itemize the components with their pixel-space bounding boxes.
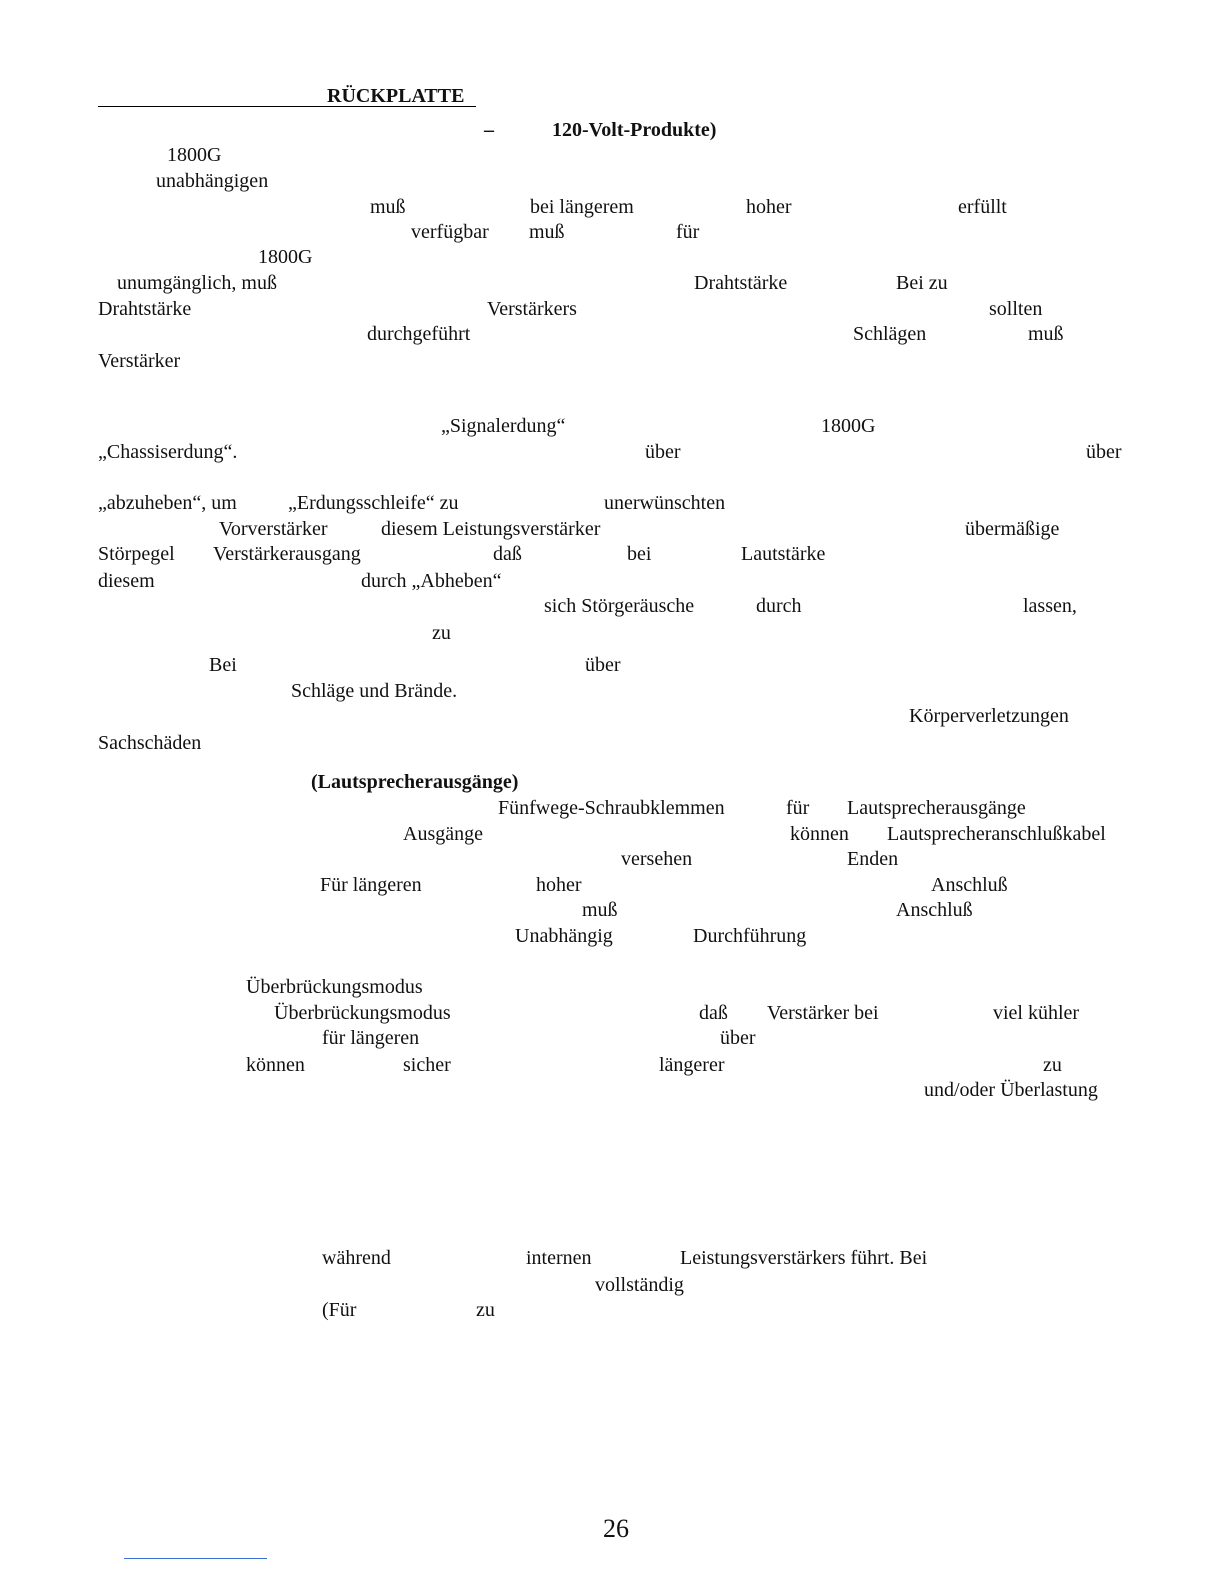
body-word: und/oder Überlastung	[924, 1079, 1098, 1101]
body-word: Sachschäden	[98, 732, 202, 754]
body-word: Verstärkerausgang	[213, 543, 361, 565]
body-word: lassen,	[1023, 595, 1077, 617]
subtitle-dash: –	[484, 119, 494, 141]
section-title: RÜCKPLATTE	[327, 85, 465, 107]
body-word: Überbrückungsmodus	[246, 976, 423, 998]
body-word: unabhängigen	[156, 170, 269, 192]
body-word: diesem	[98, 570, 155, 592]
body-word: 1800G	[821, 415, 876, 437]
body-word: über	[585, 654, 621, 676]
body-word: Lautsprecherausgänge	[847, 797, 1026, 819]
body-word: Verstärkers	[487, 298, 577, 320]
body-word: viel kühler	[993, 1002, 1080, 1024]
body-word: zu	[476, 1299, 495, 1321]
body-word: über	[1086, 441, 1122, 463]
body-word: bei	[627, 543, 652, 565]
body-word: 1800G	[258, 246, 313, 268]
body-word: „Erdungsschleife“ zu	[288, 492, 459, 514]
body-word: Durchführung	[693, 925, 807, 947]
body-word: Drahtstärke	[694, 272, 788, 294]
body-word: Leistungsverstärkers führt. Bei	[680, 1247, 928, 1269]
body-word: können	[246, 1054, 305, 1076]
body-word: durchgeführt	[367, 323, 471, 345]
subtitle-voltage: 120-Volt-Produkte)	[552, 119, 717, 141]
body-word: Bei zu	[896, 272, 948, 294]
body-word: Drahtstärke	[98, 298, 192, 320]
body-word: über	[720, 1027, 756, 1049]
body-word: muß	[582, 899, 618, 921]
body-word: versehen	[621, 848, 693, 870]
body-word: Überbrückungsmodus	[274, 1002, 451, 1024]
body-word: unerwünschten	[604, 492, 726, 514]
body-word: Bei	[209, 654, 237, 676]
body-word: Körperverletzungen	[909, 705, 1069, 727]
body-word: Verstärker bei	[767, 1002, 879, 1024]
body-word: diesem Leistungsverstärker	[381, 518, 601, 540]
body-word: muß	[1028, 323, 1064, 345]
body-word: muß	[370, 196, 406, 218]
body-word: Anschluß	[896, 899, 973, 921]
body-word: bei längerem	[530, 196, 634, 218]
body-word: für	[676, 221, 700, 243]
body-word: sicher	[403, 1054, 451, 1076]
body-word: daß	[699, 1002, 728, 1024]
body-word: Fünfwege-Schraubklemmen	[498, 797, 725, 819]
body-word: durch „Abheben“	[361, 570, 502, 592]
body-word: Für längeren	[320, 874, 422, 896]
body-word: Lautsprecheranschlußkabel	[887, 823, 1106, 845]
body-word: „Signalerdung“	[441, 415, 566, 437]
body-word: sich Störgeräusche	[544, 595, 695, 617]
body-word: verfügbar	[411, 221, 489, 243]
section-heading-speaker-outputs: (Lautsprecherausgänge)	[311, 771, 519, 793]
body-word: können	[790, 823, 849, 845]
body-word: während	[322, 1247, 391, 1269]
body-word: Anschluß	[931, 874, 1008, 896]
body-word: muß	[529, 221, 565, 243]
body-word: für längeren	[322, 1027, 420, 1049]
body-word: Verstärker	[98, 350, 181, 372]
body-word: über	[645, 441, 681, 463]
body-word: (Für	[322, 1299, 357, 1321]
body-word: längerer	[659, 1054, 725, 1076]
footer-rule	[124, 1558, 267, 1559]
body-word: Ausgänge	[403, 823, 483, 845]
body-word: „abzuheben“, um	[98, 492, 237, 514]
body-word: für	[786, 797, 810, 819]
body-word: Unabhängig	[515, 925, 613, 947]
body-word: sollten	[989, 298, 1043, 320]
body-word: hoher	[746, 196, 792, 218]
body-word: hoher	[536, 874, 582, 896]
body-word: daß	[493, 543, 522, 565]
body-word: internen	[526, 1247, 592, 1269]
body-word: vollständig	[595, 1274, 684, 1296]
page-number: 26	[603, 1514, 629, 1543]
body-word: erfüllt	[958, 196, 1007, 218]
body-word: durch	[756, 595, 802, 617]
body-word: unumgänglich, muß	[117, 272, 277, 294]
body-word: übermäßige	[965, 518, 1060, 540]
body-word: Störpegel	[98, 543, 175, 565]
body-word: Lautstärke	[741, 543, 826, 565]
body-word: zu	[432, 622, 451, 644]
body-word: Schlägen	[853, 323, 927, 345]
body-word: 1800G	[167, 144, 222, 166]
body-word: „Chassiserdung“.	[98, 441, 238, 463]
body-word: Vorverstärker	[219, 518, 328, 540]
body-word: Enden	[847, 848, 899, 870]
body-word: zu	[1043, 1054, 1062, 1076]
body-word: Schläge und Brände.	[291, 680, 458, 702]
